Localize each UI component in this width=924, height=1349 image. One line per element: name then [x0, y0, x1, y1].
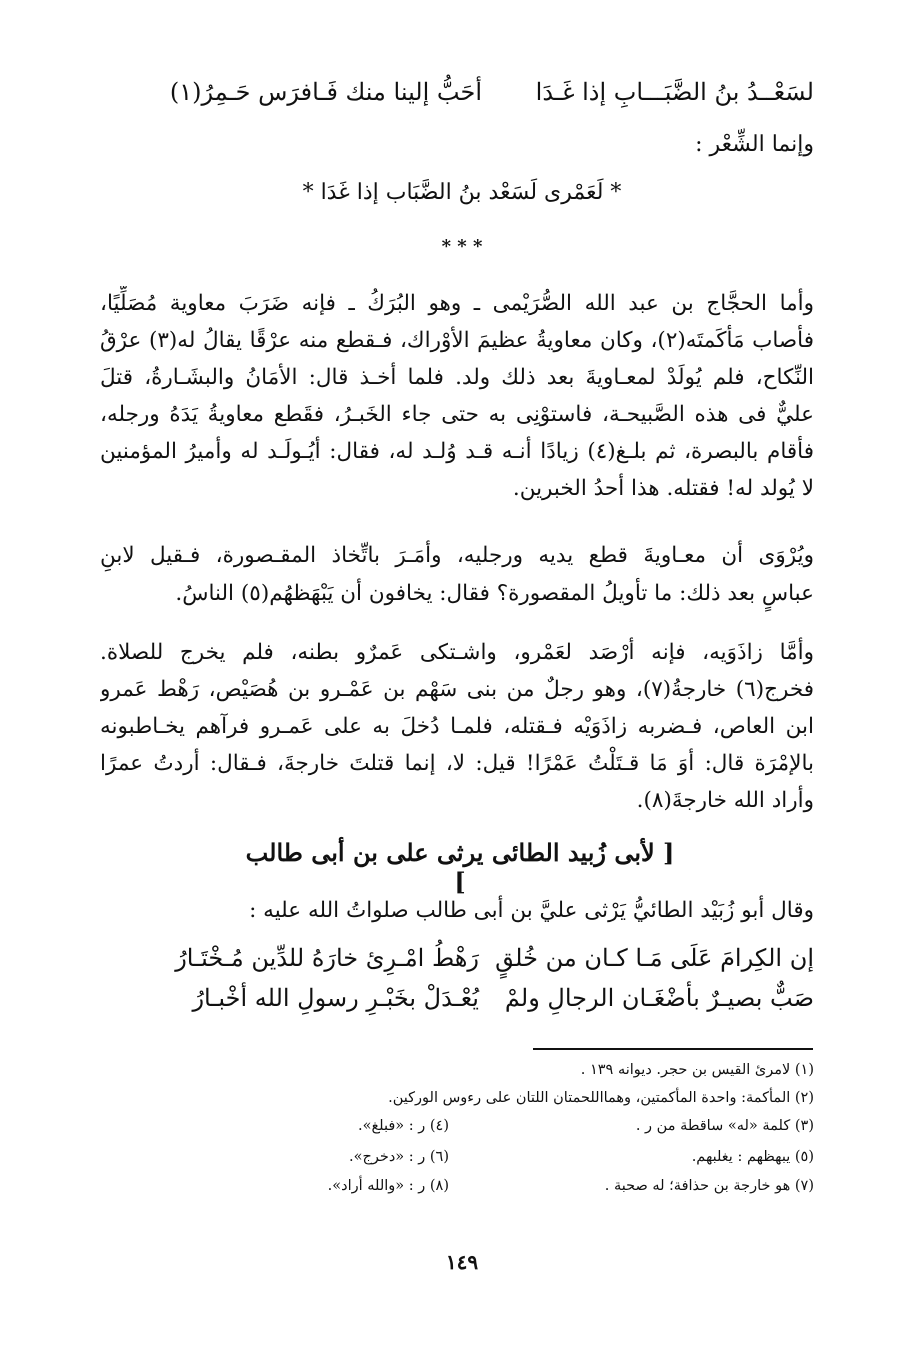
para2-line: عباسٍ بعد ذلك: ما تأويلُ المقصورة؟ فقال: يخافون أن يَبْهَظهُم(٥) الناسُ.	[175, 581, 814, 606]
para3-line: وأمَّا زاذَوَيه، فإنه أرْصَد لعَمْرو، واشـتكى عَمرٌو بطنه، فلم يخرج للصلاة.	[100, 640, 814, 665]
verse-left-hemistich: رَهْطُ امْـرِئ خارَهُ للدِّين مُـخْتَـارُ	[175, 944, 479, 972]
para1-line: النِّكاح، فلم يُولَدْ لمعـاويةَ بعد ذلك ولد. فلما أخـذ قال: الأمَانُ والبشَـارةُ، قتلَ	[100, 365, 814, 390]
footnote: (٧) هو خارجة بن حذافة؛ له صحبة .	[604, 1178, 814, 1194]
poem-intro: وقال أبو زُبَيْد الطائيُّ يَرْثى عليَّ بن أبى طالب صلواتُ الله عليه :	[249, 898, 814, 923]
poem-verse	[0, 944, 924, 984]
page-number: ١٤٩	[445, 1250, 479, 1274]
footnote: (٥) يبهظهم : يغلبهم.	[691, 1149, 814, 1165]
verse-right-hemistich: صَبٌّ بصيـرٌ بأضْغَـان الرجالِ ولمْ	[504, 984, 814, 1012]
opening-note: وإنما الشِّعْر :	[695, 132, 814, 157]
para1-line: فأقام بالبصرة، ثم بلـغ(٤) زيادًا أنـه قـد وُلـد له، فقال: أيُـولَـد له وأميرُ المؤمنين	[100, 439, 814, 464]
section-title: [ لأبى زُبيد الطائى يرثى على بن أبى طالب ]	[245, 838, 675, 896]
para1-line: فأصاب مَأكَمتَه(٢)، وكان معاويةُ عظيمَ الأوْراك، فـقطع منه عرْقًا يقالُ له(٣) عرْقُ	[100, 328, 814, 353]
para3-line: فخرج(٦) خارجةُ(٧)، وهو رجلٌ من بنى سَهْم بن عَمْـرو بن هُصَيْص، رَهْط عَمرو	[100, 677, 814, 702]
para2-line: ويُرْوَى أن معـاويةَ قطع يديه ورجليه، وأمَـرَ باتِّخاذ المقـصورة، فـقيل لابنِ	[100, 543, 814, 568]
para3-line: ابن العاص، فـضربه زاذَوَيْه فـقتله، فلمـا دُخلَ به على عَمـرو فرآهم يخـاطبونه	[100, 714, 814, 739]
footnote: (٦) ر : «دخرج».	[349, 1149, 449, 1165]
poem-verse	[0, 984, 924, 1024]
para1-line: عليٌّ فى هذه الصَّبيحـة، فاستوْنِى به حتى جاء الخَبـرُ، فقَطع معاويةُ يَدَهُ ورجله،	[100, 402, 814, 427]
para3-line: بالإمْرَة قال: أوَ مَا قـتَلْتُ عَمْرًا! قيل: لا، إنما قتلتَ خارجةَ، فـقال: أردتُ عمرًا	[100, 751, 814, 776]
footnote: (١) لامرئ القيس بن حجر. ديوانه ١٣٩ .	[580, 1062, 814, 1078]
opening-verse	[0, 78, 924, 118]
footnote-rule	[533, 1048, 813, 1050]
verse-left-hemistich: يُعْـدَلْ بخَبْـرِ رسولِ الله أخْبـارُ	[192, 984, 479, 1012]
correct-verse: * لَعَمْرى لَسَعْد بنُ الضَّبَاب إذا غَدَا *	[302, 180, 622, 205]
verse-left-hemistich: أحَبُّ إلينا منك فَـافرَس حَـمِرُ(١)	[169, 78, 482, 106]
para1-line: لا يُولد له! فقتله. هذا أحدُ الخبرين.	[512, 476, 814, 501]
para1-line: وأما الحجَّاج بن عبد الله الصُّرَيْمى ـ وهو البُرَكُ ـ فإنه ضَرَبَ معاوية مُصَلِّيًا،	[100, 291, 814, 316]
verse-right-hemistich: لسَعْــدُ بنُ الضَّبَـــابِ إذا غَـدَا	[535, 78, 814, 106]
footnote: (٤) ر : «فبلغ».	[357, 1118, 449, 1134]
section-separator: * * *	[441, 236, 483, 257]
footnote: (٢) المأكمة: واحدة المأكمتين، وهمااللحمتان اللتان على رءوس الوركين.	[388, 1090, 814, 1106]
verse-right-hemistich: إن الكِرامَ عَلَى مَـا كـان من خُلقٍ	[495, 944, 814, 972]
para3-line: وأراد الله خارجةَ(٨).	[636, 788, 814, 813]
footnote: (٣) كلمة «له» ساقطة من ر .	[635, 1118, 814, 1134]
footnote: (٨) ر : «والله أراد».	[327, 1178, 449, 1194]
